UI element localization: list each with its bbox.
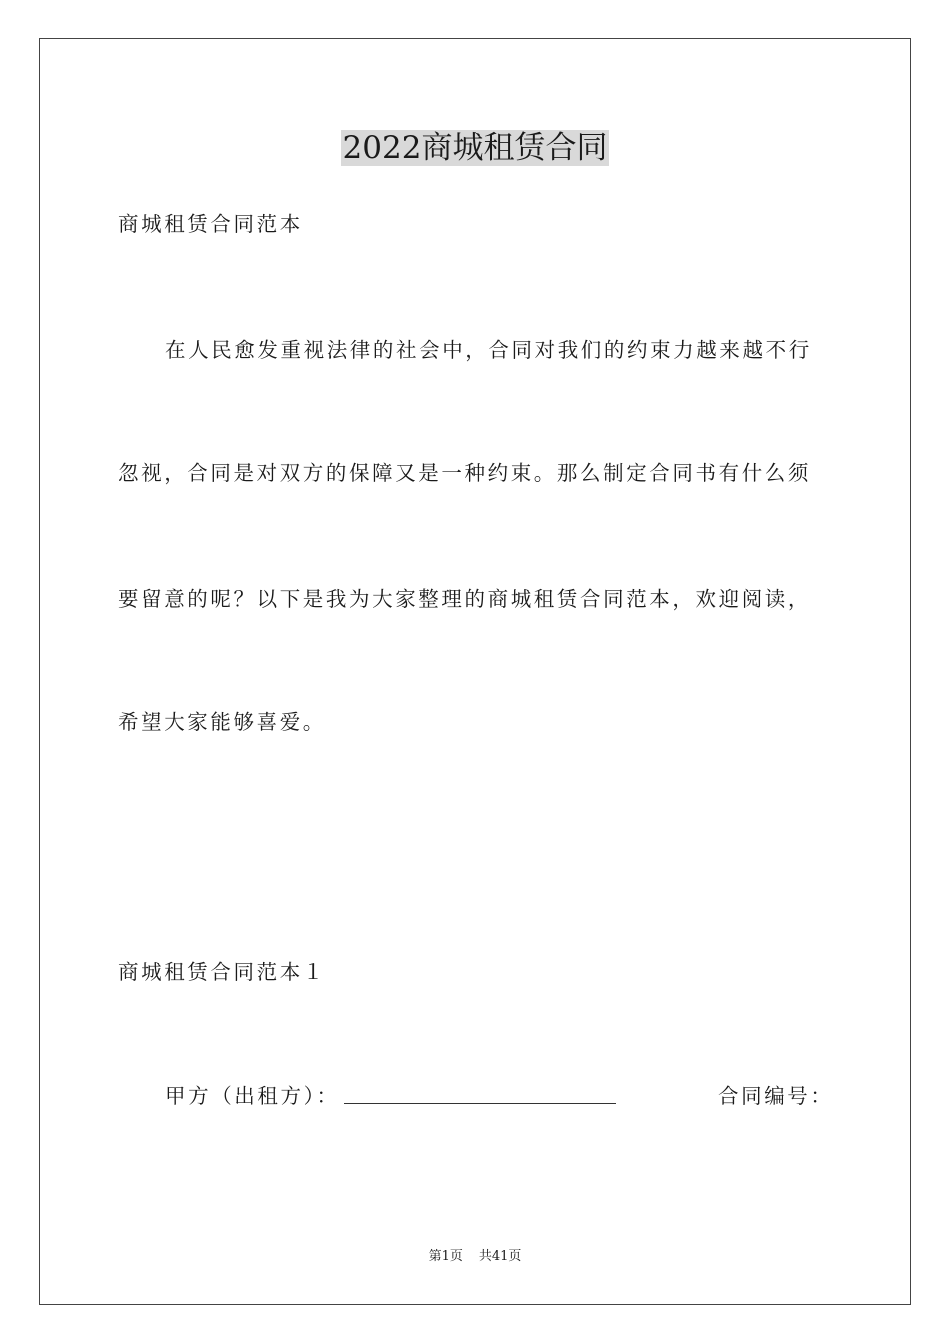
- intro-line-1: 在人民愈发重视法律的社会中，合同对我们的约束力越来越不行: [165, 338, 812, 362]
- document-title-text: 2022商城租赁合同: [342, 130, 608, 166]
- document-title: [0, 126, 950, 170]
- section-title: 商城租赁合同范本１: [118, 960, 326, 984]
- page-total: 共41页: [478, 1249, 522, 1264]
- page-current: 第1页: [428, 1249, 463, 1264]
- contract-number-label: 合同编号：: [718, 1084, 834, 1108]
- intro-line-4: 希望大家能够喜爱。: [118, 710, 326, 734]
- document-subtitle: 商城租赁合同范本: [118, 212, 303, 236]
- party-a-row: [165, 1082, 616, 1110]
- party-a-blank-field[interactable]: [344, 1085, 616, 1104]
- party-a-label: 甲方（出租方）：: [165, 1084, 340, 1108]
- intro-line-3: 要留意的呢？以下是我为大家整理的商城租赁合同范本，欢迎阅读，: [118, 587, 811, 611]
- page-footer: [0, 1248, 950, 1266]
- intro-line-2: 忽视，合同是对双方的保障又是一种约束。那么制定合同书有什么须: [118, 461, 811, 485]
